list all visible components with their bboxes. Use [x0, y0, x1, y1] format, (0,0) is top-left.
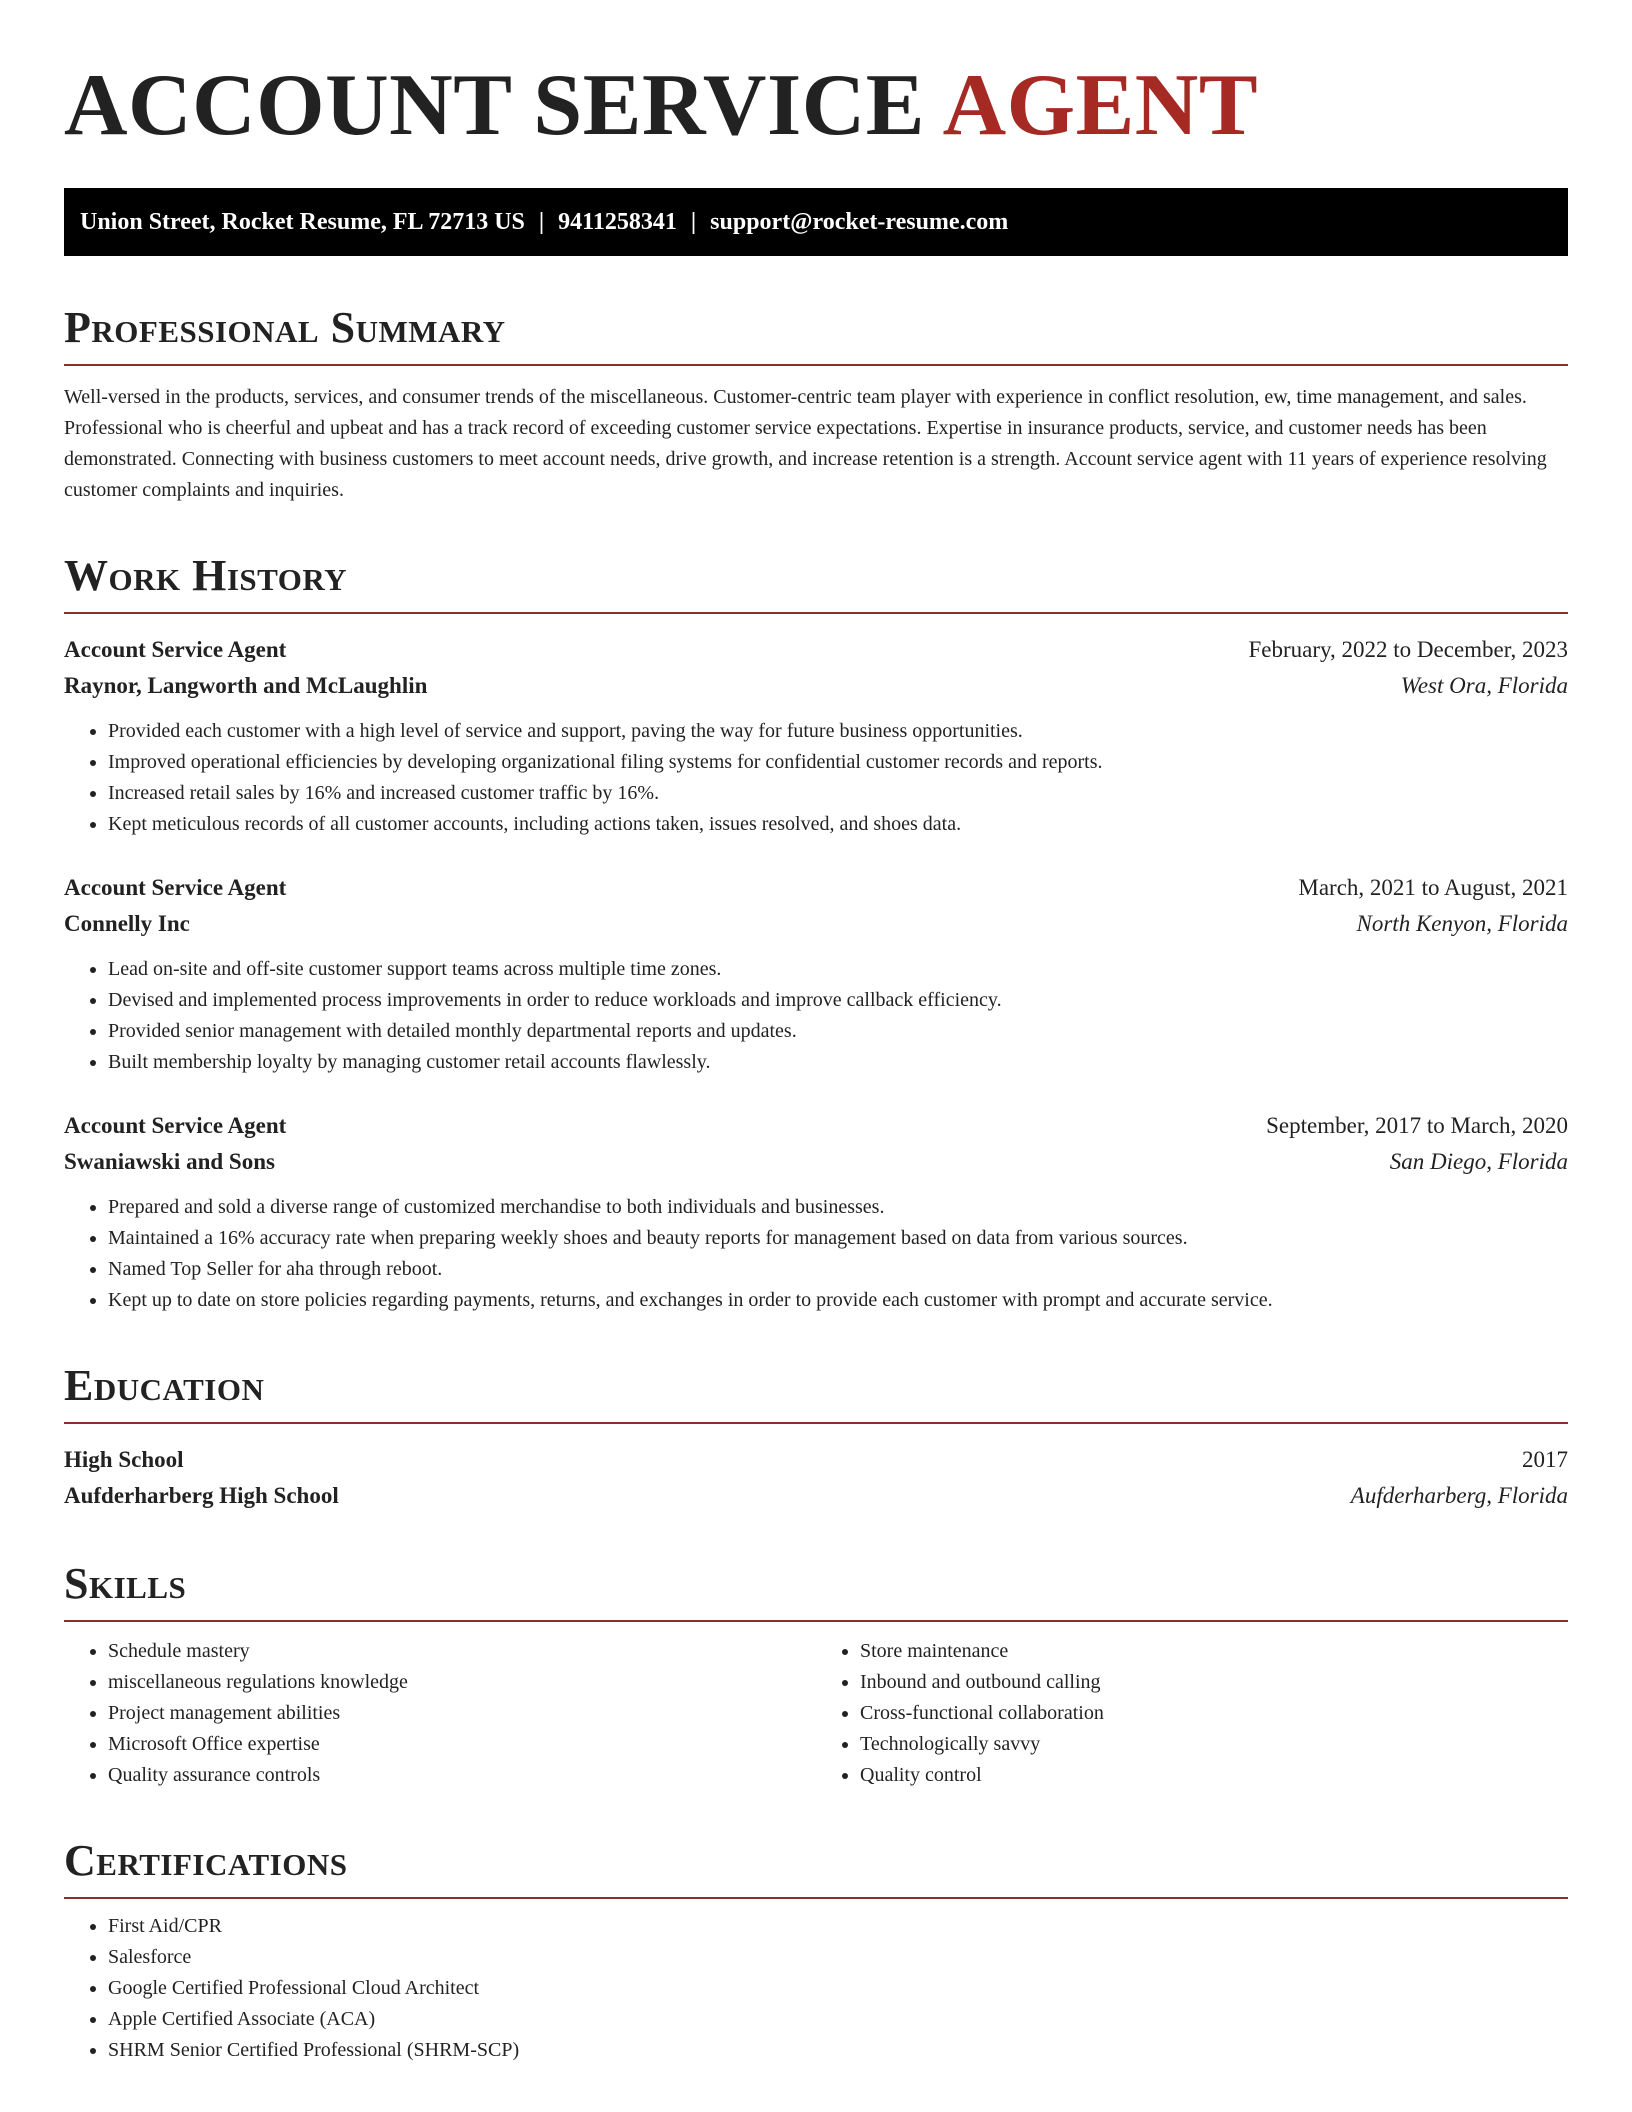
skill-item: • Quality assurance controls — [108, 1760, 816, 1791]
education-school: Aufderharberg High School — [64, 1483, 339, 1508]
work-history-heading: Work History — [64, 550, 1568, 614]
job-company-row — [64, 906, 1568, 942]
education-year: 2017 — [1522, 1447, 1568, 1472]
summary-text: Well-versed in the products, services, and consumer trends of the miscellaneous. Customer-centric team player with experience in conflict resolution, ew, time management, and sales. Professional who is cheerful and upbeat and has a track record of exceeding customer service expectations. Expertise in insurance products, service, and customer needs has been demonstrated. Connecting with business customers to meet account needs, drive growth, and increase retention is a strength. Account service agent with 11 years of experience resolving customer complaints and inquiries. — [64, 386, 1547, 501]
skills-grid — [64, 1636, 1568, 1791]
job-bullet: • Named Top Seller for aha through reboot. — [108, 1254, 1568, 1285]
job-title-row — [64, 1108, 1568, 1144]
job-bullet: • Built membership loyalty by managing customer retail accounts flawlessly. — [108, 1047, 1568, 1078]
skill-item: • Store maintenance — [860, 1636, 1568, 1667]
job-dates: March, 2021 to August, 2021 — [1298, 875, 1568, 900]
contact-phone: 9411258341 — [558, 209, 677, 235]
skill-item: • Project management abilities — [108, 1698, 816, 1729]
job-title: Account Service Agent — [64, 637, 287, 662]
skill-item: • Inbound and outbound calling — [860, 1667, 1568, 1698]
job-company-row — [64, 1144, 1568, 1180]
certification-item: • First Aid/CPR — [108, 1911, 1568, 1942]
job-title-row — [64, 632, 1568, 668]
education-section — [64, 1360, 1568, 1514]
job-bullets — [64, 954, 1568, 1078]
job-dates: February, 2022 to December, 2023 — [1248, 637, 1568, 662]
job-bullets — [64, 716, 1568, 840]
job-company: Raynor, Langworth and McLaughlin — [64, 673, 428, 698]
education-heading: Education — [64, 1360, 1568, 1424]
certification-item: • SHRM Senior Certified Professional (SHRM-SCP) — [108, 2035, 1568, 2066]
skill-item: • miscellaneous regulations knowledge — [108, 1667, 816, 1698]
summary-heading: Professional Summary — [64, 302, 1568, 366]
education-school-row — [64, 1478, 1568, 1514]
certification-item: • Google Certified Professional Cloud Architect — [108, 1973, 1568, 2004]
job-entry — [64, 870, 1568, 1078]
job-bullet: • Provided senior management with detailed monthly departmental reports and updates. — [108, 1016, 1568, 1047]
contact-email: support@rocket-resume.com — [710, 209, 1009, 235]
job-bullets — [64, 1192, 1568, 1316]
job-location: North Kenyon, Florida — [1356, 911, 1568, 936]
certification-item: • Salesforce — [108, 1942, 1568, 1973]
certifications-section — [64, 1835, 1568, 2066]
job-title: Account Service Agent — [64, 875, 287, 900]
job-bullet: • Kept meticulous records of all customer accounts, including actions taken, issues resolved, and shoes data. — [108, 809, 1568, 840]
summary-section — [64, 302, 1568, 506]
education-location: Aufderharberg, Florida — [1350, 1483, 1568, 1508]
job-company: Swaniawski and Sons — [64, 1149, 275, 1174]
job-bullet: • Kept up to date on store policies regarding payments, returns, and exchanges in order to provide each customer with prompt and accurate service. — [108, 1285, 1568, 1316]
job-bullet: • Maintained a 16% accuracy rate when preparing weekly shoes and beauty reports for management based on data from various sources. — [108, 1223, 1568, 1254]
skill-item: • Quality control — [860, 1760, 1568, 1791]
education-entry — [64, 1442, 1568, 1514]
job-bullet: • Prepared and sold a diverse range of customized merchandise to both individuals and businesses. — [108, 1192, 1568, 1223]
resume-name — [64, 0, 1568, 156]
name-accent: AGENT — [942, 57, 1259, 154]
contact-address: Union Street, Rocket Resume, FL 72713 US — [80, 209, 525, 235]
skill-item: • Microsoft Office expertise — [108, 1729, 816, 1760]
job-bullet: • Lead on-site and off-site customer support teams across multiple time zones. — [108, 954, 1568, 985]
job-location: San Diego, Florida — [1389, 1149, 1568, 1174]
job-title: Account Service Agent — [64, 1113, 287, 1138]
skills-heading: Skills — [64, 1558, 1568, 1622]
contact-separator: | — [690, 209, 697, 235]
job-dates: September, 2017 to March, 2020 — [1266, 1113, 1568, 1138]
work-history-section — [64, 550, 1568, 1316]
job-entry — [64, 632, 1568, 840]
certifications-list — [64, 1911, 1568, 2066]
contact-separator: | — [538, 209, 545, 235]
name-main: ACCOUNT SERVICE — [64, 57, 925, 154]
job-bullet: • Increased retail sales by 16% and increased customer traffic by 16%. — [108, 778, 1568, 809]
job-bullet: • Improved operational efficiencies by developing organizational filing systems for confidential customer records and reports. — [108, 747, 1568, 778]
skill-item: • Technologically savvy — [860, 1729, 1568, 1760]
skill-item: • Schedule mastery — [108, 1636, 816, 1667]
job-title-row — [64, 870, 1568, 906]
job-company: Connelly Inc — [64, 911, 190, 936]
skill-item: • Cross-functional collaboration — [860, 1698, 1568, 1729]
education-degree-row — [64, 1442, 1568, 1478]
education-degree: High School — [64, 1447, 184, 1472]
job-bullet: • Devised and implemented process improvements in order to reduce workloads and improve callback efficiency. — [108, 985, 1568, 1016]
certifications-heading: Certifications — [64, 1835, 1568, 1899]
job-entry — [64, 1108, 1568, 1316]
job-bullet: • Provided each customer with a high level of service and support, paving the way for future business opportunities. — [108, 716, 1568, 747]
job-location: West Ora, Florida — [1400, 673, 1568, 698]
certification-item: • Apple Certified Associate (ACA) — [108, 2004, 1568, 2035]
skills-section — [64, 1558, 1568, 1791]
job-company-row — [64, 668, 1568, 704]
skills-list-left — [64, 1636, 816, 1791]
skills-list-right — [816, 1636, 1568, 1791]
contact-bar — [64, 188, 1568, 256]
